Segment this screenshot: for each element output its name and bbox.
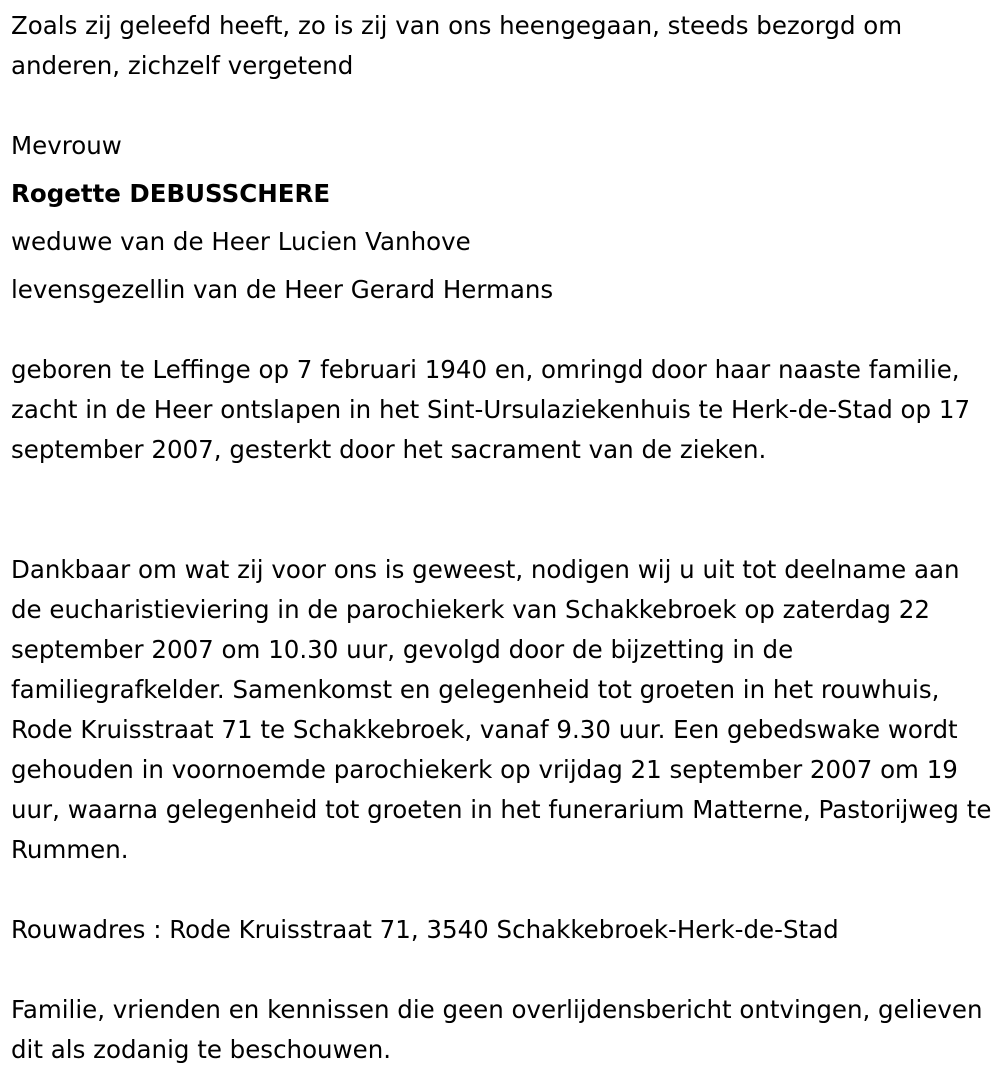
deceased-name: Rogette DEBUSSCHERE bbox=[11, 179, 331, 208]
motto-text: Zoals zij geleefd heeft, zo is zij van ons heengegaan, steeds bezorgd om anderen, zichzelf vergetend bbox=[11, 11, 903, 80]
closing-paragraph: Familie, vrienden en kennissen die geen overlijdensbericht ontvingen, gelieven dit als zodanig te beschouwen. bbox=[11, 995, 983, 1064]
salutation: Mevrouw bbox=[11, 131, 122, 160]
relation-partner: levensgezellin van de Heer Gerard Hermans bbox=[11, 275, 554, 304]
birth-death-paragraph: geboren te Leffinge op 7 februari 1940 en, omringd door haar naaste familie, zacht in de Heer ontslapen in het Sint-Ursulaziekenhuis te Herk-de-Stad op 17 september 2007, gesterkt door het sacrament van de zieken. bbox=[11, 355, 971, 464]
relation-widow: weduwe van de Heer Lucien Vanhove bbox=[11, 227, 471, 256]
mourning-address: Rouwadres : Rode Kruisstraat 71, 3540 Schakkebroek-Herk-de-Stad bbox=[11, 915, 839, 944]
ceremony-paragraph: Dankbaar om wat zij voor ons is geweest, nodigen wij u uit tot deelname aan de eucharistieviering in de parochiekerk van Schakkebroek op zaterdag 22 september 2007 om 10.30 uur, gevolgd door de bijzetting in de familiegrafkelder. Samenkomst en gelegenheid tot groeten in het rouwhuis, Rode Kruisstraat 71 te Schakkebroek, vanaf 9.30 uur. Een gebedswake wordt gehouden in voornoemde parochiekerk op vrijdag 21 september 2007 om 19 uur, waarna gelegenheid tot groeten in het funerarium Matterne, Pastorijweg te Rummen. bbox=[11, 555, 992, 864]
